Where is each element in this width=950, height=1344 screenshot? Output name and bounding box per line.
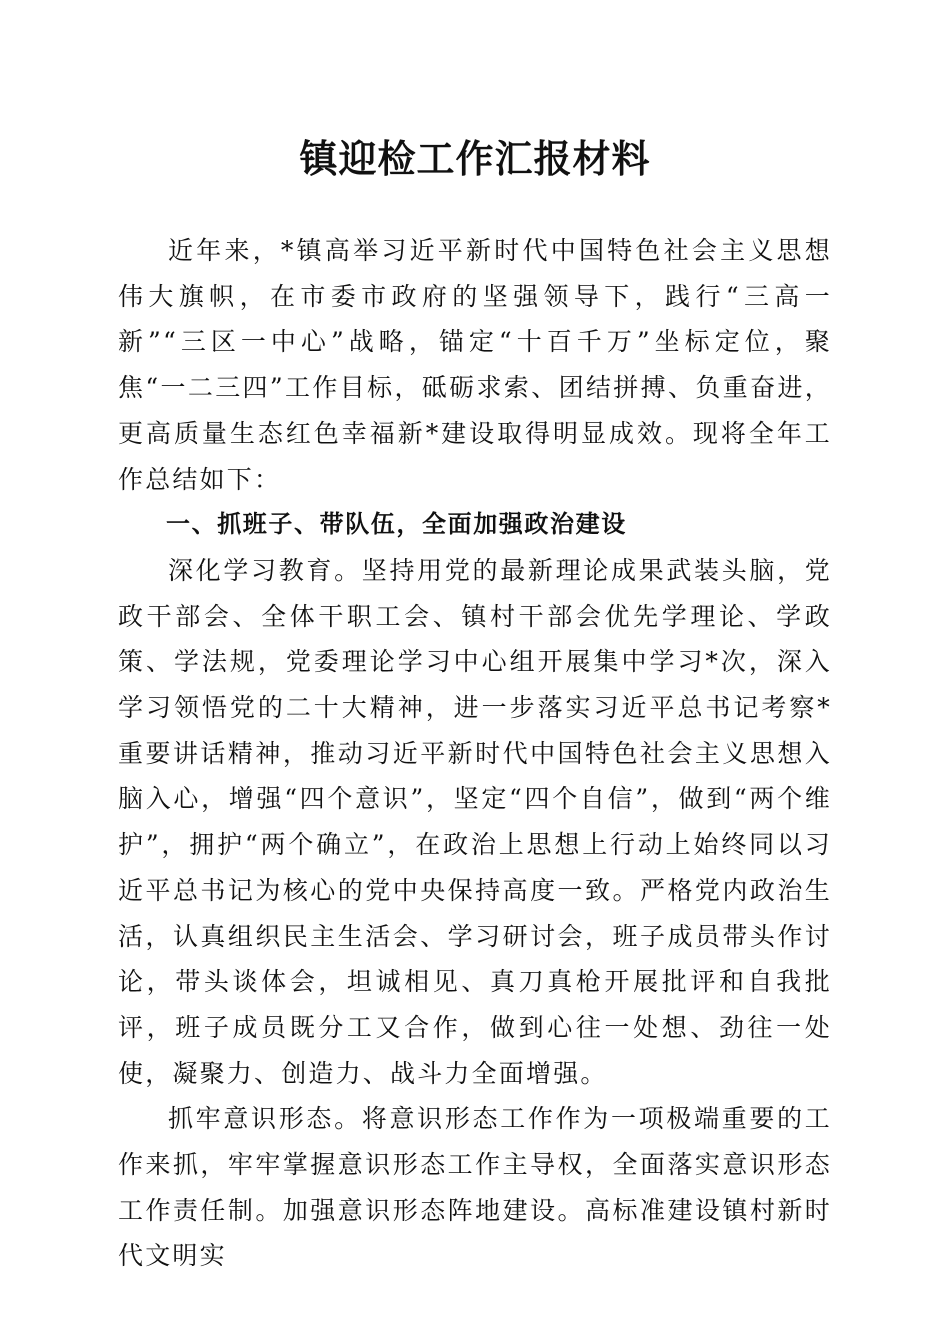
section-heading: 一、抓班子、带队伍，全面加强政治建设 — [166, 510, 627, 539]
intro-paragraph: 近年来，*镇高举习近平新时代中国特色社会主义思想伟大旗帜，在市委市政府的坚强领导下，践行“三高一新”“三区一中心”战略，锚定“十百千万”坐标定位，聚焦“一二三四”工作目标，砥砺求索、团结拼搏、负重奋进，更高质量生态红色幸福新*建设取得明显成效。现将全年工作总结如下： — [118, 236, 832, 494]
document-body — [118, 228, 832, 1279]
document-title: 镇迎检工作汇报材料 — [299, 136, 651, 181]
paragraph-study-education: 深化学习教育。坚持用党的最新理论成果武装头脑，党政干部会、全体干职工会、镇村干部会优先学理论、学政策、学法规，党委理论学习中心组开展集中学习*次，深入学习领悟党的二十大精神，进一步落实习近平总书记考察*重要讲话精神，推动习近平新时代中国特色社会主义思想入脑入心，增强“四个意识”，坚定“四个自信”，做到“两个维护”，拥护“两个确立”，在政治上思想上行动上始终同以习近平总书记为核心的党中央保持高度一致。严格党内政治生活，认真组织民主生活会、学习研讨会，班子成员带头作讨论，带头谈体会，坦诚相见、真刀真枪开展批评和自我批评，班子成员既分工又合作，做到心往一处想、劲往一处使，凝聚力、创造力、战斗力全面增强。 — [118, 555, 832, 1088]
paragraph-ideology: 抓牢意识形态。将意识形态工作作为一项极端重要的工作来抓，牢牢掌握意识形态工作主导权，全面落实意识形态工作责任制。加强意识形态阵地建设。高标准建设镇村新时代文明实 — [118, 1104, 832, 1271]
